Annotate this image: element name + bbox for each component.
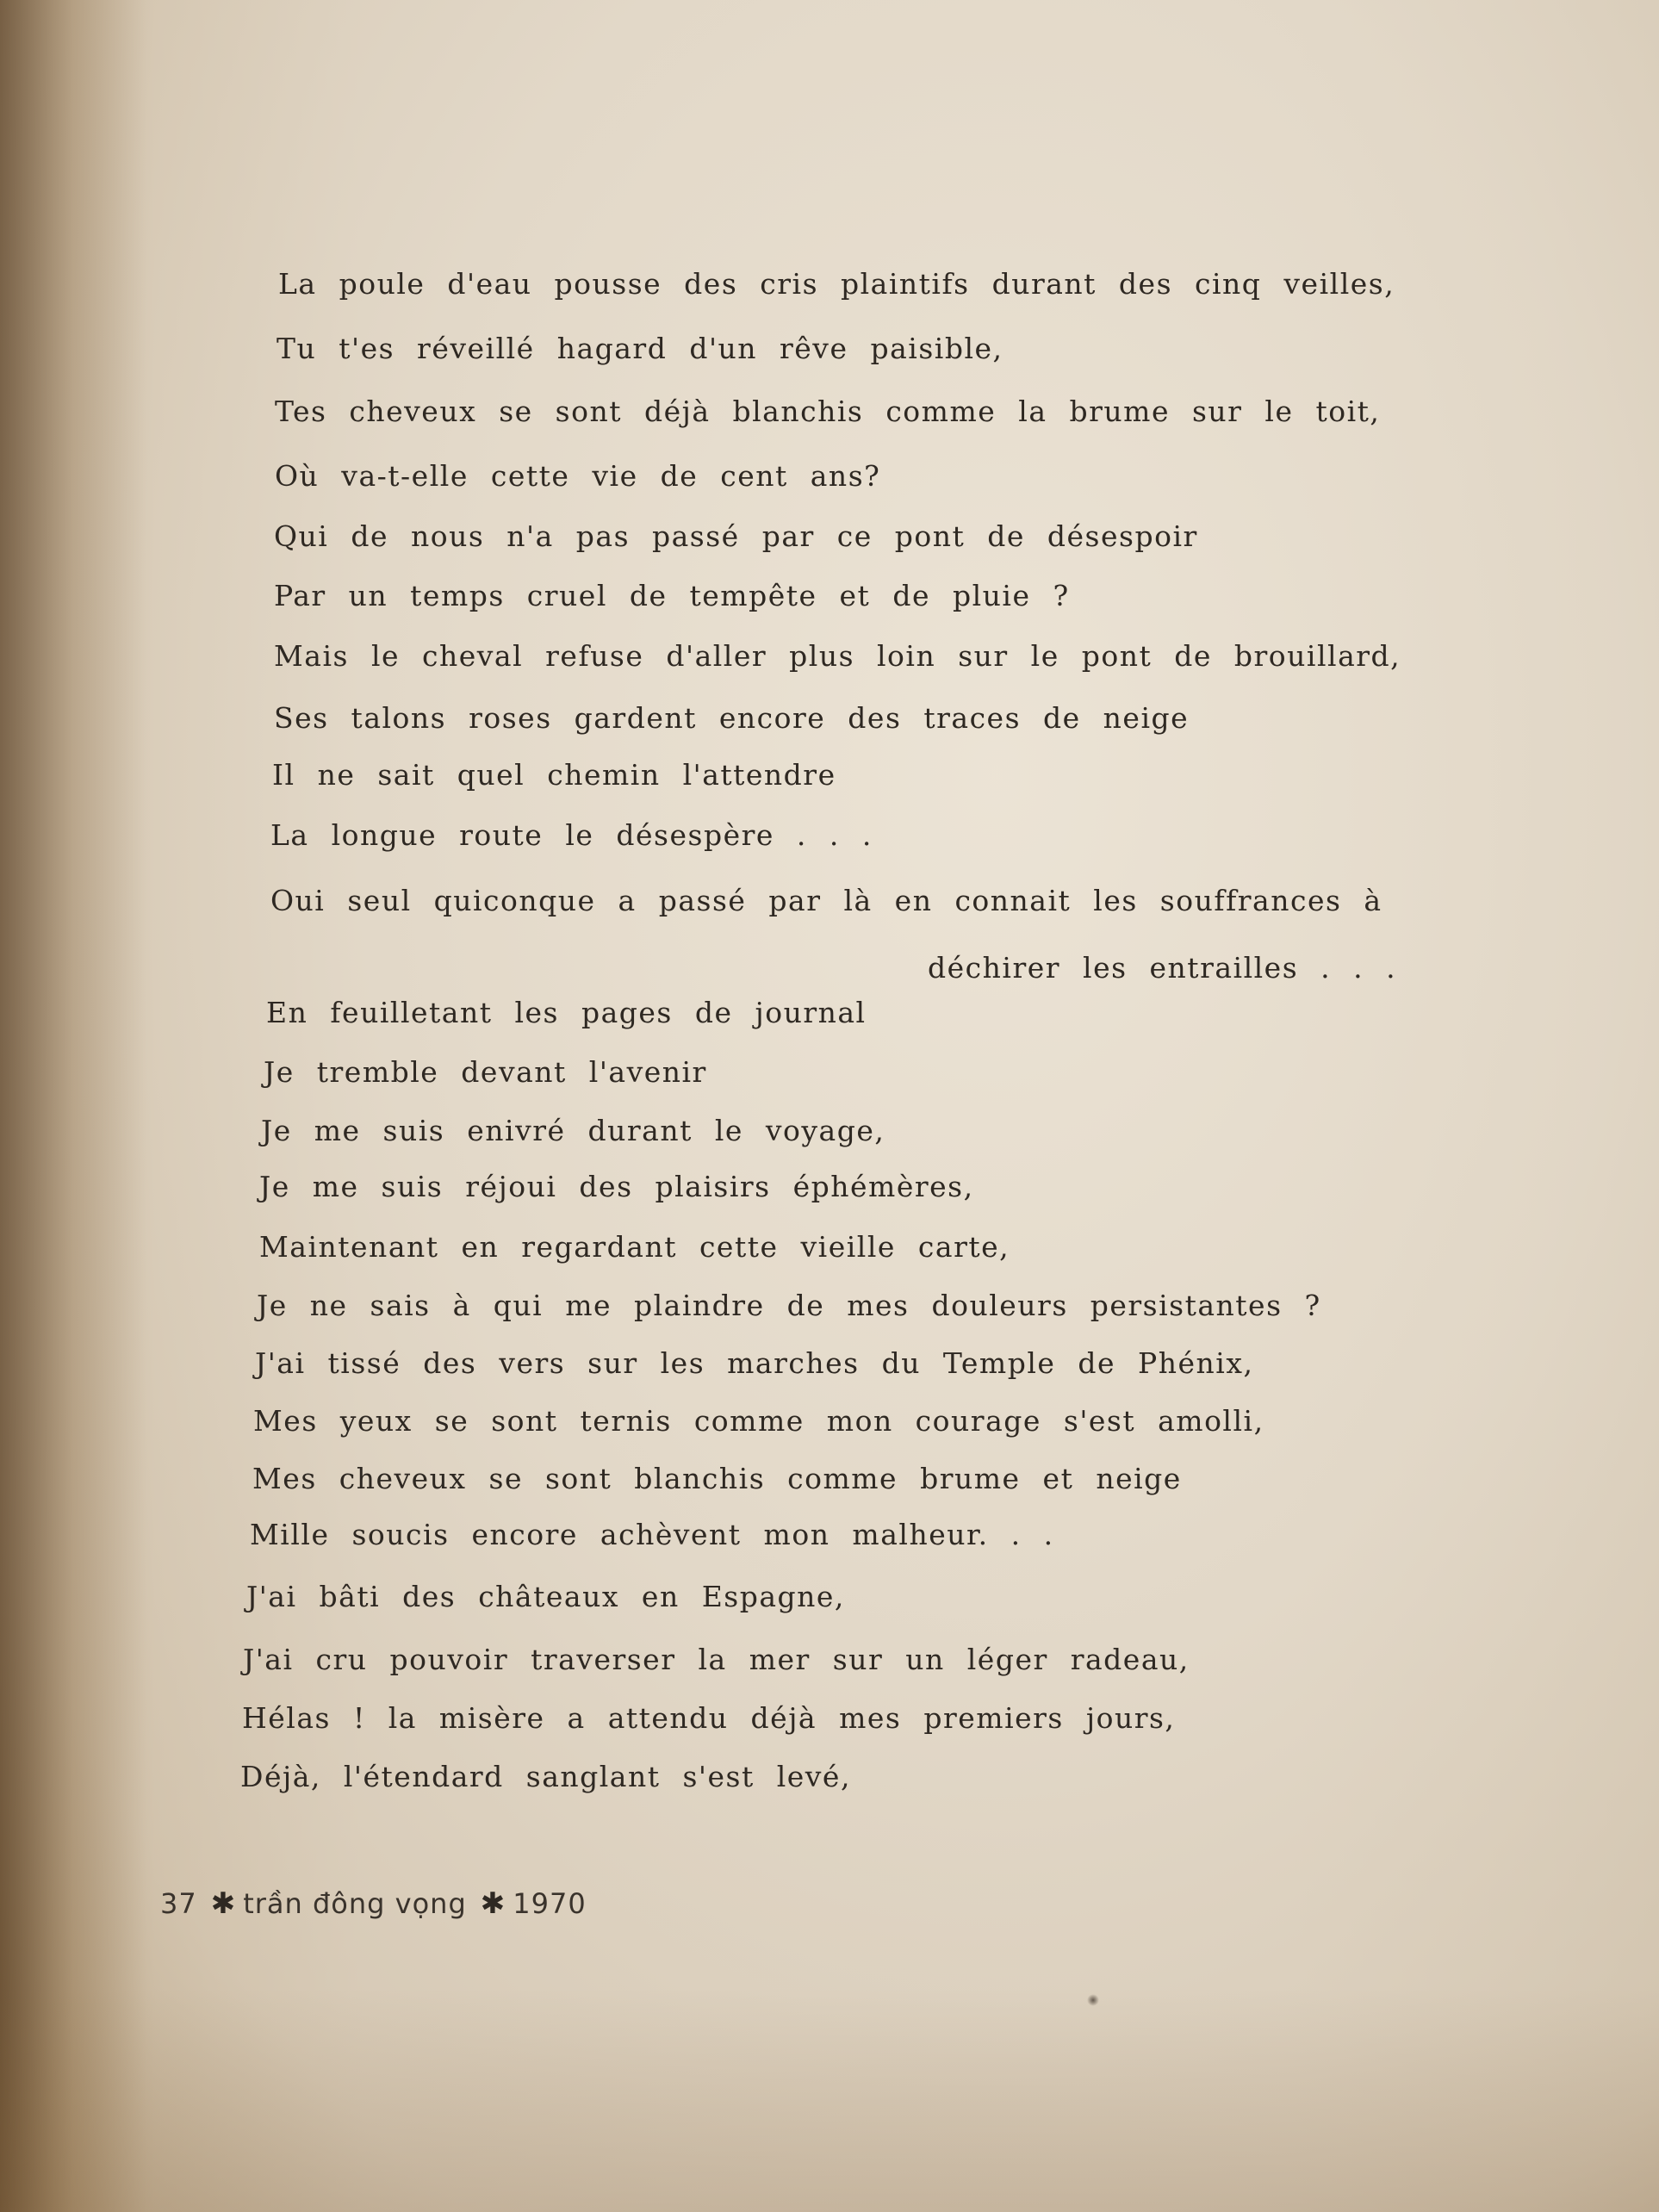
poem-line: Je me suis réjoui des plaisirs éphémères, — [259, 1170, 974, 1203]
poem-line: La longue route le désespère . . . — [270, 818, 873, 852]
poem-line: Mille soucis encore achèvent mon malheur. . . — [250, 1518, 1054, 1551]
poem-line: Je ne sais à qui me plaindre de mes douleurs persistantes ? — [257, 1289, 1321, 1322]
poem-line: Tes cheveux se sont déjà blanchis comme la brume sur le toit, — [275, 395, 1381, 428]
poem-line: J'ai bâti des châteaux en Espagne, — [246, 1580, 845, 1613]
poem-line: En feuilletant les pages de journal — [266, 996, 867, 1029]
poem-line: Je me suis enivré durant le voyage, — [261, 1114, 885, 1147]
poem-line: Mes yeux se sont ternis comme mon courage s'est amolli, — [253, 1404, 1264, 1438]
poem-line: Oui seul quiconque a passé par là en connait les souffrances à — [270, 884, 1382, 917]
poem-line: La poule d'eau pousse des cris plaintifs durant des cinq veilles, — [278, 267, 1395, 301]
publication-year: 1970 — [513, 1887, 587, 1920]
page-number: 37 — [160, 1887, 197, 1920]
poem-line-continuation: déchirer les entrailles . . . — [928, 951, 1397, 985]
page-footer — [160, 1886, 593, 1921]
poem-line: Mes cheveux se sont blanchis comme brume et neige — [252, 1462, 1182, 1495]
poem-line: Par un temps cruel de tempête et de pluie ? — [274, 579, 1070, 612]
poem-line: Mais le cheval refuse d'aller plus loin sur le pont de brouillard, — [274, 639, 1401, 673]
poem-line: Qui de nous n'a pas passé par ce pont de désespoir — [274, 519, 1198, 553]
asterisk-icon: ✱ — [210, 1886, 237, 1921]
poem-line: Il ne sait quel chemin l'attendre — [272, 758, 836, 792]
poem-line: Tu t'es réveillé hagard d'un rêve paisible, — [276, 332, 1003, 365]
poem-line: Déjà, l'étendard sanglant s'est levé, — [240, 1760, 851, 1793]
poem-line: Hélas ! la misère a attendu déjà mes premiers jours, — [242, 1701, 1176, 1735]
asterisk-icon: ✱ — [480, 1886, 506, 1921]
poem-line: Où va-t-elle cette vie de cent ans? — [275, 459, 881, 493]
poem-line: Ses talons roses gardent encore des traces de neige — [274, 701, 1190, 735]
author-name: trần đông vọng — [243, 1887, 467, 1920]
poem-line: Maintenant en regardant cette vieille carte, — [259, 1230, 1010, 1264]
poem-line: J'ai cru pouvoir traverser la mer sur un léger radeau, — [243, 1643, 1190, 1676]
poem-line: J'ai tissé des vers sur les marches du Temple de Phénix, — [255, 1346, 1254, 1380]
poem-line: Je tremble devant l'avenir — [264, 1055, 707, 1089]
